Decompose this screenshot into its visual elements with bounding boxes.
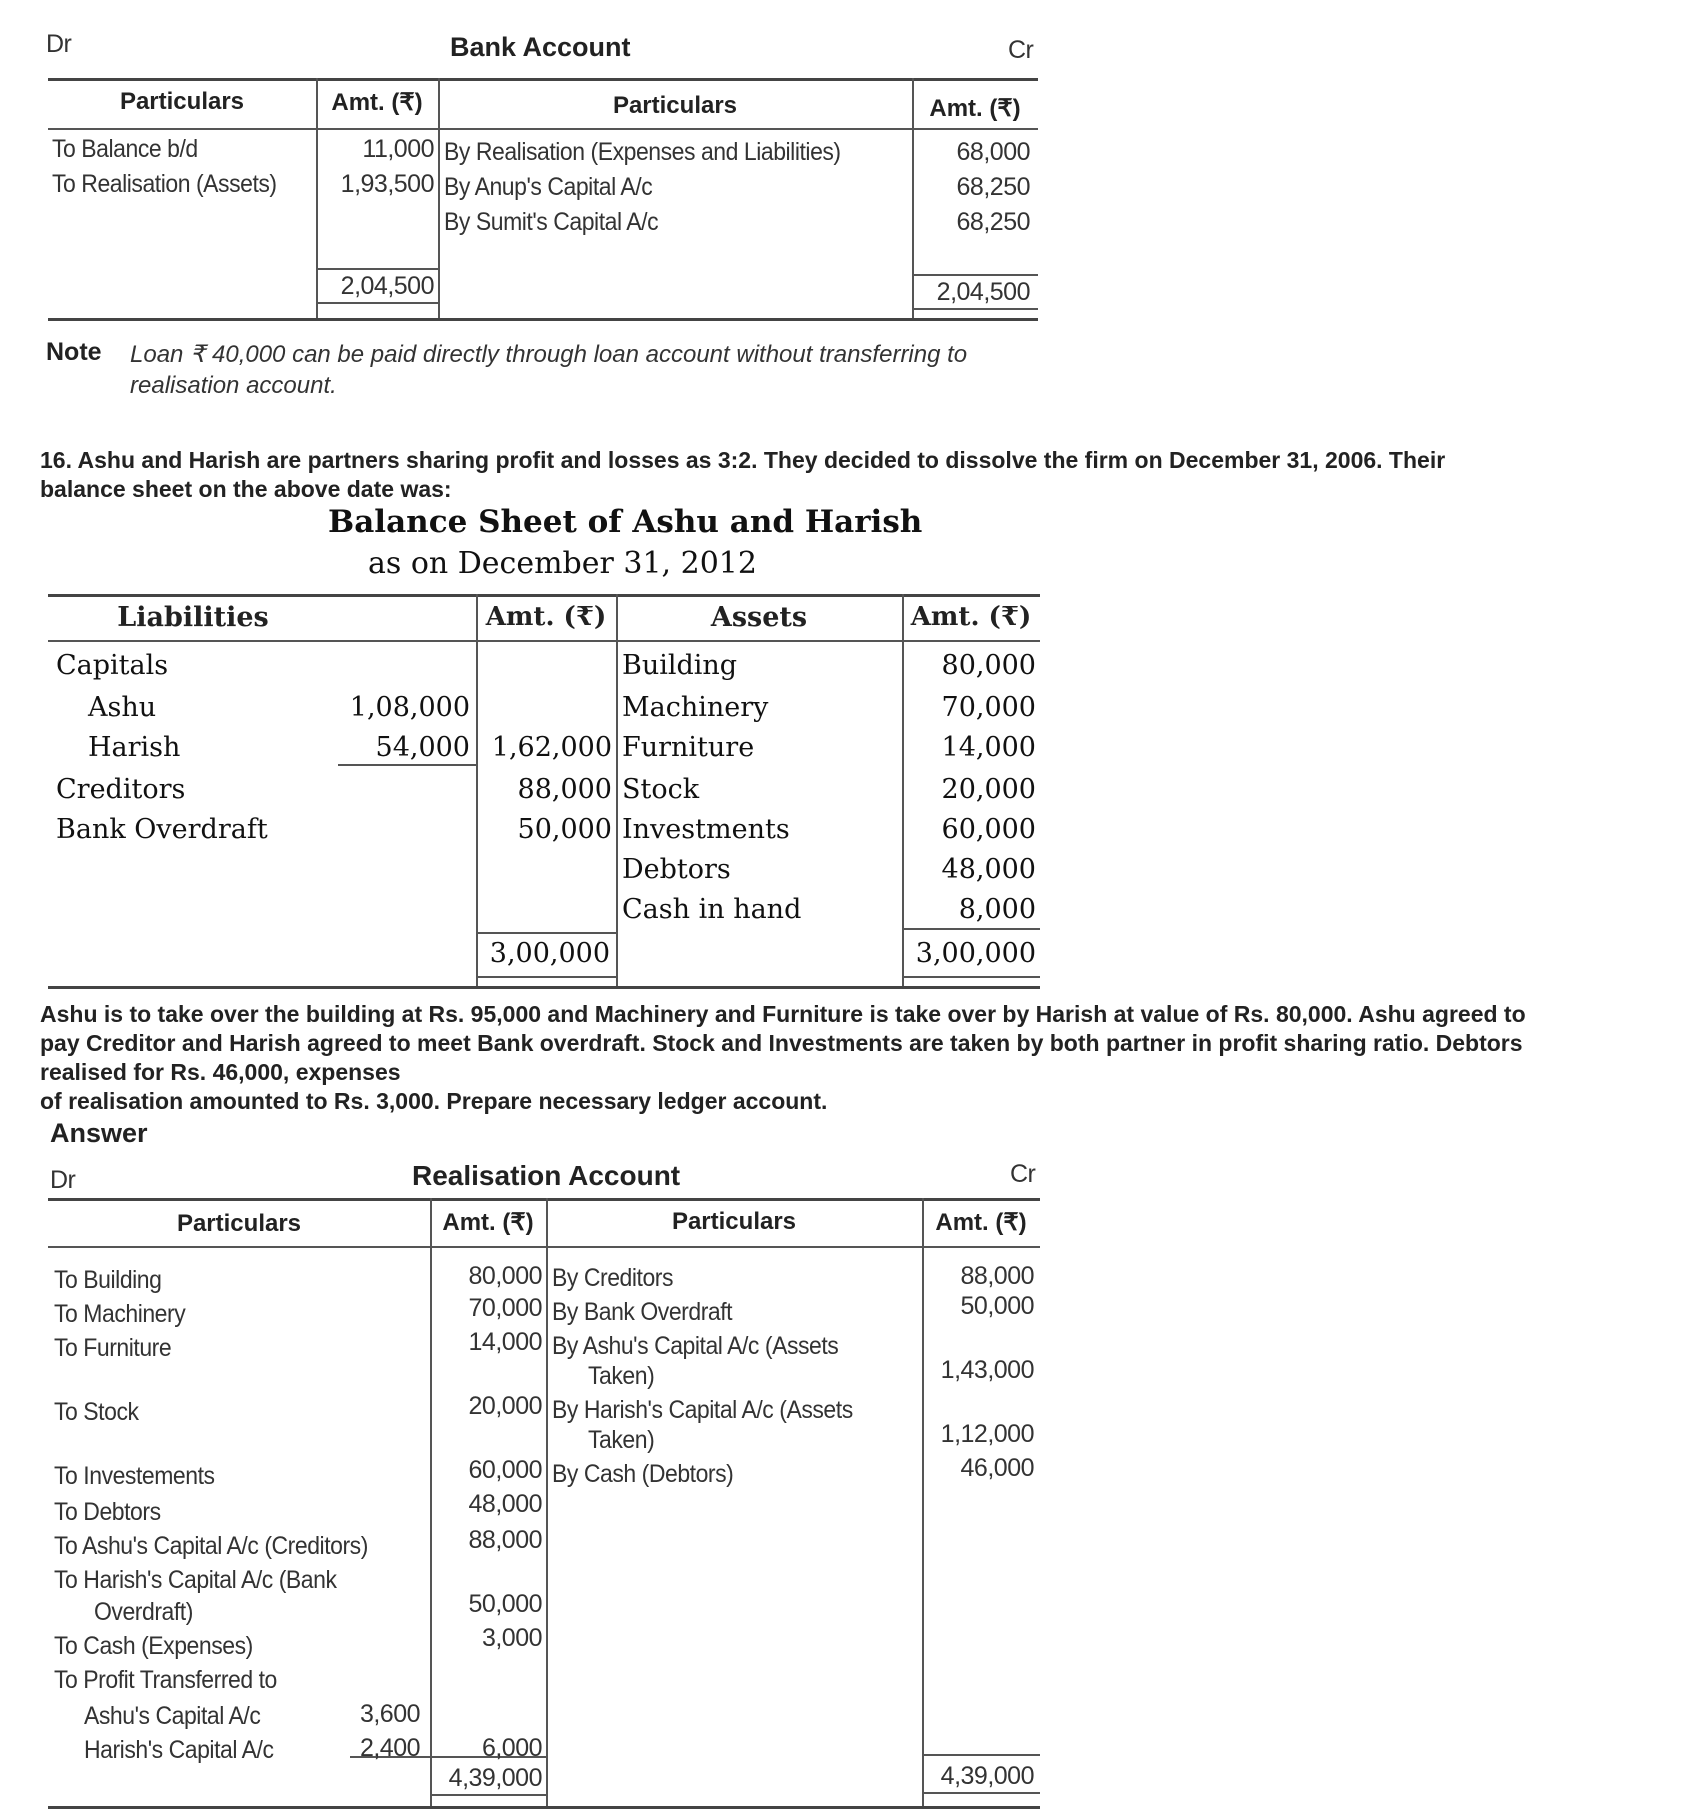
dr-total: 2,04,500: [340, 272, 434, 300]
assets-total: 3,00,000: [915, 938, 1036, 969]
header-cr-amount: Amt. (₹): [935, 1209, 1027, 1236]
header-liabilities-amount: Amt. (₹): [485, 602, 607, 632]
note-label: Note: [46, 338, 102, 366]
cr-label: Cr: [1008, 36, 1034, 64]
header-cr-amount: Amt. (₹): [929, 95, 1021, 122]
header-liabilities: Liabilities: [117, 602, 269, 633]
bank-account-title: Bank Account: [450, 32, 631, 62]
header-assets: Assets: [710, 602, 808, 633]
answer-label: Answer: [50, 1118, 148, 1148]
question-line-2: balance sheet on the above date was:: [40, 476, 452, 502]
note-line-2: realisation account.: [130, 372, 337, 399]
dr-label: Dr: [50, 1166, 76, 1194]
header-cr-particulars: Particulars: [612, 92, 738, 119]
instructions-line-1: Ashu is to take over the building at Rs. 95,000 and Machinery and Furniture is take over by Harish at value of Rs. 80,000. Ashu agreed to: [40, 1001, 1526, 1027]
cr-label: Cr: [1010, 1160, 1036, 1188]
header-assets-amount: Amt. (₹): [910, 602, 1032, 632]
cr-total: 4,39,000: [940, 1762, 1034, 1790]
liabilities-total: 3,00,000: [489, 938, 610, 969]
note-line-1: Loan ₹ 40,000 can be paid directly through loan account without transferring to: [130, 341, 968, 368]
balance-sheet-subtitle: as on December 31, 2012: [368, 546, 757, 581]
instructions-line-2: pay Creditor and Harish agreed to meet Bank overdraft. Stock and Investments are taken by both partner in profit sharing ratio. Debtors: [40, 1030, 1523, 1056]
header-dr-amount: Amt. (₹): [442, 1209, 534, 1236]
header-dr-particulars: Particulars: [119, 88, 245, 115]
cr-total: 2,04,500: [936, 278, 1030, 306]
header-dr-particulars: Particulars: [176, 1210, 302, 1237]
realisation-account-title: Realisation Account: [412, 1160, 681, 1191]
question-line-1: 16. Ashu and Harish are partners sharing profit and losses as 3:2. They decided to dissolve the firm on December 31, 2006. Their: [40, 447, 1446, 473]
dr-total: 4,39,000: [448, 1764, 542, 1792]
balance-sheet-title: Balance Sheet of Ashu and Harish: [328, 504, 923, 540]
instructions-line-4: of realisation amounted to Rs. 3,000. Prepare necessary ledger account.: [40, 1088, 828, 1114]
header-dr-amount: Amt. (₹): [331, 89, 423, 116]
instructions-line-3: realised for Rs. 46,000, expenses: [40, 1059, 401, 1085]
dr-label: Dr: [46, 30, 72, 58]
header-cr-particulars: Particulars: [671, 1208, 797, 1235]
